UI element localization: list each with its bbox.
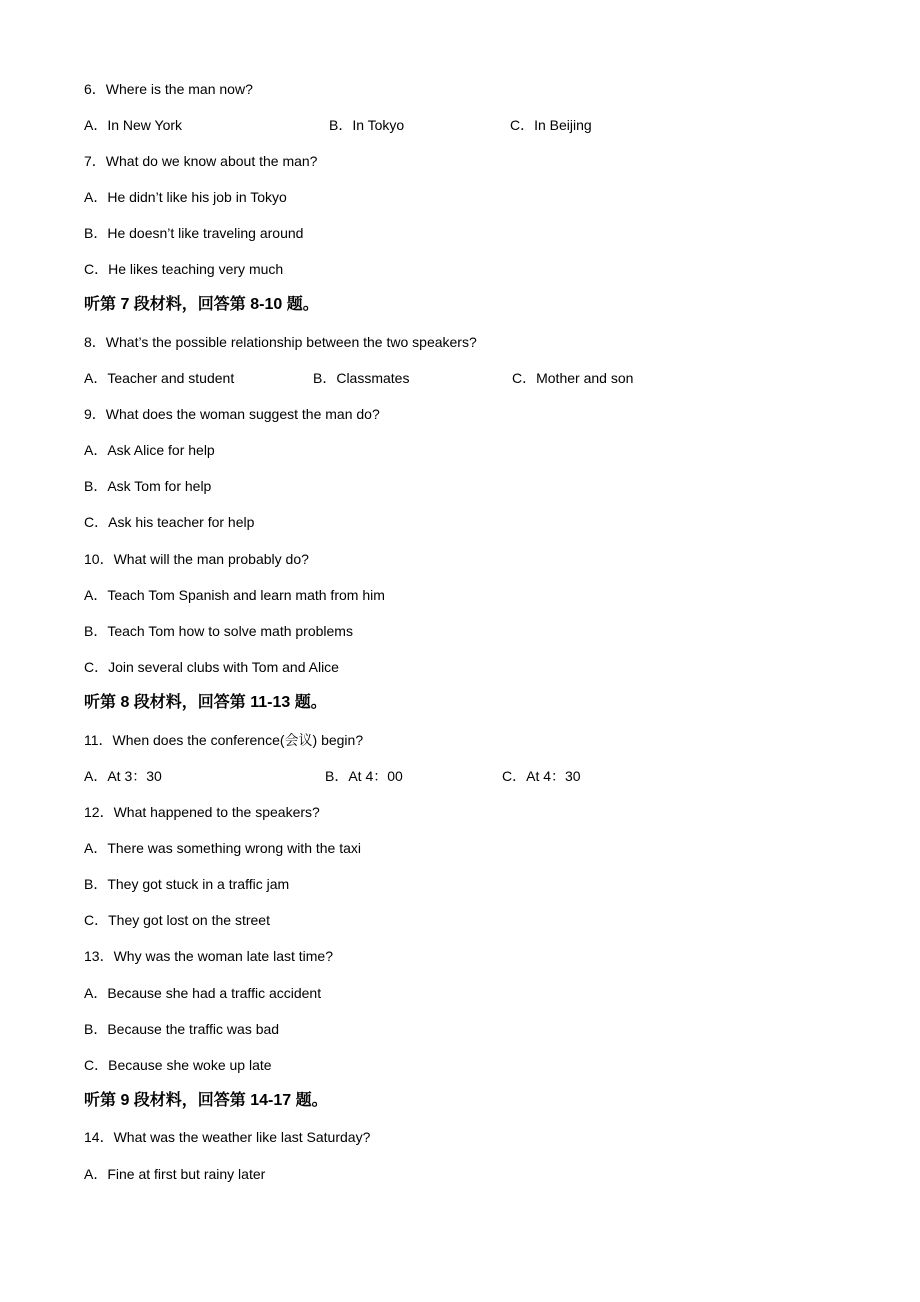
option-8b: B．Classmates xyxy=(313,370,410,386)
option-9c: C．Ask his teacher for help xyxy=(84,514,255,530)
option-6b: B．In Tokyo xyxy=(329,117,405,133)
option-11c: C．At 4：30 xyxy=(502,768,581,784)
option-6c: C．In Beijing xyxy=(510,117,592,133)
option-9b: B．Ask Tom for help xyxy=(84,478,212,494)
question-13: 13．Why was the woman late last time? xyxy=(84,948,333,964)
question-11: 11．When does the conference(会议) begin? xyxy=(84,732,364,748)
option-10a: A．Teach Tom Spanish and learn math from him xyxy=(84,587,385,603)
option-7a: A．He didn’t like his job in Tokyo xyxy=(84,189,287,205)
option-11a: A．At 3：30 xyxy=(84,768,162,784)
question-6: 6．Where is the man now? xyxy=(84,81,253,97)
section-heading-8: 听第 8 段材料，回答第 11-13 题。 xyxy=(84,694,327,711)
question-14: 14．What was the weather like last Saturday? xyxy=(84,1129,371,1145)
question-10: 10．What will the man probably do? xyxy=(84,551,309,567)
option-13b: B．Because the traffic was bad xyxy=(84,1021,280,1037)
option-14a: A．Fine at first but rainy later xyxy=(84,1166,266,1182)
section-heading-7: 听第 7 段材料，回答第 8-10 题。 xyxy=(84,296,319,313)
option-10c: C．Join several clubs with Tom and Alice xyxy=(84,659,339,675)
option-11b: B．At 4：00 xyxy=(325,768,403,784)
option-10b: B．Teach Tom how to solve math problems xyxy=(84,623,353,639)
option-13a: A．Because she had a traffic accident xyxy=(84,985,322,1001)
option-9a: A．Ask Alice for help xyxy=(84,442,215,458)
option-7c: C．He likes teaching very much xyxy=(84,261,284,277)
options-row-11 xyxy=(0,764,700,788)
option-7b: B．He doesn’t like traveling around xyxy=(84,225,304,241)
option-12a: A．There was something wrong with the taxi xyxy=(84,840,362,856)
option-6a: A．In New York xyxy=(84,117,183,133)
option-8c: C．Mother and son xyxy=(512,370,634,386)
question-8: 8．What’s the possible relationship between the two speakers? xyxy=(84,334,477,350)
option-12b: B．They got stuck in a traffic jam xyxy=(84,876,290,892)
options-row-6 xyxy=(0,113,700,137)
question-12: 12．What happened to the speakers? xyxy=(84,804,320,820)
options-row-8 xyxy=(0,366,700,390)
section-heading-9: 听第 9 段材料，回答第 14-17 题。 xyxy=(84,1092,328,1109)
option-12c: C．They got lost on the street xyxy=(84,912,270,928)
question-7: 7．What do we know about the man? xyxy=(84,153,318,169)
option-8a: A．Teacher and student xyxy=(84,370,235,386)
question-9: 9．What does the woman suggest the man do? xyxy=(84,406,380,422)
option-13c: C．Because she woke up late xyxy=(84,1057,272,1073)
